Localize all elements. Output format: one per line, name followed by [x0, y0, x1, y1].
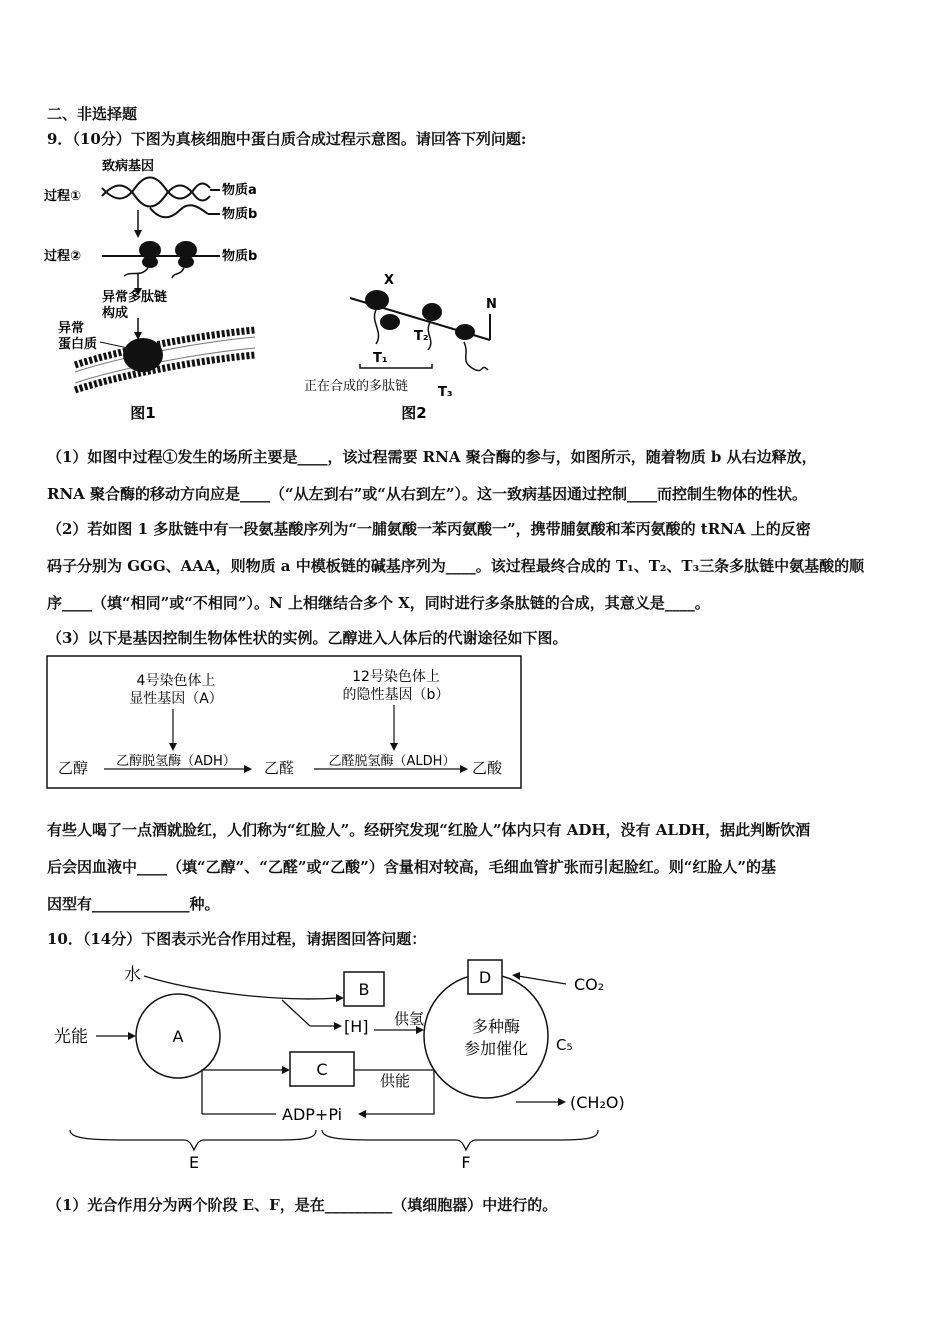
label-e: E	[188, 1153, 200, 1172]
section-title: 二、非选择题	[47, 105, 138, 123]
fig1-caption: 图1	[130, 404, 156, 422]
label-c: C	[316, 1060, 328, 1079]
label-a: A	[172, 1027, 184, 1046]
gene-b-line2: 的隐性基因（b）	[342, 687, 450, 703]
fig2-x-label: X	[384, 273, 395, 288]
fig1-process2-label: 过程②	[44, 249, 82, 264]
abnormal-protein-blob	[123, 338, 163, 372]
supply-energy-label: 供能	[380, 1072, 411, 1090]
fig1-substance-b: 物质b	[222, 207, 258, 222]
aldh-label: 乙醛脱氢酶（ALDH）	[328, 754, 456, 769]
adp-label: ADP+Pi	[282, 1105, 343, 1124]
fig1-substance-a: 物质a	[222, 183, 257, 198]
acetic-acid-label: 乙酸	[472, 759, 503, 777]
ch2o-label: (CH₂O)	[570, 1093, 625, 1112]
fig2-t2: T₂	[414, 329, 429, 344]
enzymes-line1: 多种酶	[471, 1017, 521, 1036]
gene-a-line2: 显性基因（A）	[129, 691, 223, 707]
fig2-ribosome-2	[380, 314, 400, 330]
q9-p4-line1: 有些人喝了一点酒就脸红，人们称为“红脸人”。经研究发现“红脸人”体内只有 ADH，没有 ALDH，据此判断饮酒	[47, 821, 811, 839]
enzymes-line2: 参加催化	[463, 1039, 529, 1058]
fig1-abnormal-protein-1: 异常	[58, 321, 85, 336]
supply-h-label: 供氢	[394, 1010, 425, 1028]
q9-p1-line2: RNA 聚合酶的移动方向应是____（“从左到右”或“从右到左”）。这一致病基因通过控制____而控制生物体的性状。	[47, 485, 808, 503]
fig1-abnormal-protein-2: 蛋白质	[58, 337, 98, 352]
fig2-n-label: N	[486, 297, 497, 312]
brace-e	[70, 1130, 316, 1150]
q9-p1-line1: （1）如图中过程①发生的场所主要是____，该过程需要 RNA 聚合酶的参与，如图所示，随着物质 b 从右边释放，	[47, 448, 817, 466]
water-label: 水	[124, 965, 141, 985]
label-b: B	[358, 980, 370, 999]
fig2-ribosome-3	[422, 303, 442, 321]
fig2-chain-label: 正在合成的多肽链	[304, 379, 409, 394]
fig1-substance-b2: 物质b	[222, 249, 258, 264]
q9-p2-line3: 序____（填“相同”或“不相同”）。N 上相继结合多个 X，同时进行多条肽链的合成，其意义是____。	[47, 594, 710, 612]
fig1-process1-label: 过程①	[44, 189, 82, 204]
protein-synthesis-figure	[40, 150, 520, 435]
q10-p1: （1）光合作用分为两个阶段 E、F，是在_________（填细胞器）中进行的。	[47, 1196, 558, 1214]
acetaldehyde-label: 乙醛	[264, 759, 295, 777]
q9-header: 9．（10分）下图为真核细胞中蛋白质合成过程示意图。请回答下列问题:	[47, 130, 527, 148]
fig2-t3: T₃	[438, 385, 453, 400]
co2-label: CO₂	[574, 975, 605, 994]
gene-b-line1: 12号染色体上	[352, 669, 440, 685]
fig1-gene-label: 致病基因	[102, 159, 155, 174]
fig1-abnormal-chain: 异常多肽链	[102, 290, 168, 305]
fig2-ribosome-4	[455, 324, 475, 340]
fig2-t1: T₁	[373, 351, 388, 366]
ethanol-pathway-diagram	[46, 655, 522, 789]
q9-p2-line2: 码子分别为 GGG、AAA，则物质 a 中模板链的碱基序列为____。该过程最终合成的 T₁、T₂、T₃三条多肽链中氨基酸的顺	[47, 557, 865, 575]
fig2-caption: 图2	[401, 404, 427, 422]
light-label: 光能	[54, 1027, 88, 1047]
photosynthesis-diagram	[46, 952, 646, 1182]
q9-p4-line2: 后会因血液中____（填“乙醇”、“乙醛”或“乙酸”）含量相对较高，毛细血管扩张而引起脸红。则“红脸人”的基	[47, 858, 777, 876]
q9-p4-line3: 因型有_____________种。	[47, 895, 220, 913]
label-f: F	[461, 1153, 471, 1172]
fig2-ribosome-1	[365, 290, 389, 310]
q9-p2-line1: （2）若如图 1 多肽链中有一段氨基酸序列为“一脯氨酸一苯丙氨酸一”，携带脯氨酸和苯丙氨酸的 tRNA 上的反密	[47, 520, 811, 538]
label-d: D	[478, 968, 492, 987]
mrna-strand	[150, 205, 208, 217]
brace-f	[322, 1130, 598, 1150]
q9-p3-line1: （3）以下是基因控制生物体性状的实例。乙醇进入人体后的代谢途径如下图。	[47, 629, 568, 647]
adh-label: 乙醇脱氢酶（ADH）	[116, 754, 236, 769]
ethanol-label: 乙醇	[58, 759, 89, 777]
q10-header: 10．（14分）下图表示光合作用过程，请据图回答问题：	[47, 930, 427, 948]
fig1-forms: 构成	[102, 306, 129, 321]
c5-label: C₅	[556, 1036, 573, 1054]
h-label: [H]	[344, 1017, 369, 1036]
gene-a-line1: 4号染色体上	[136, 673, 216, 689]
